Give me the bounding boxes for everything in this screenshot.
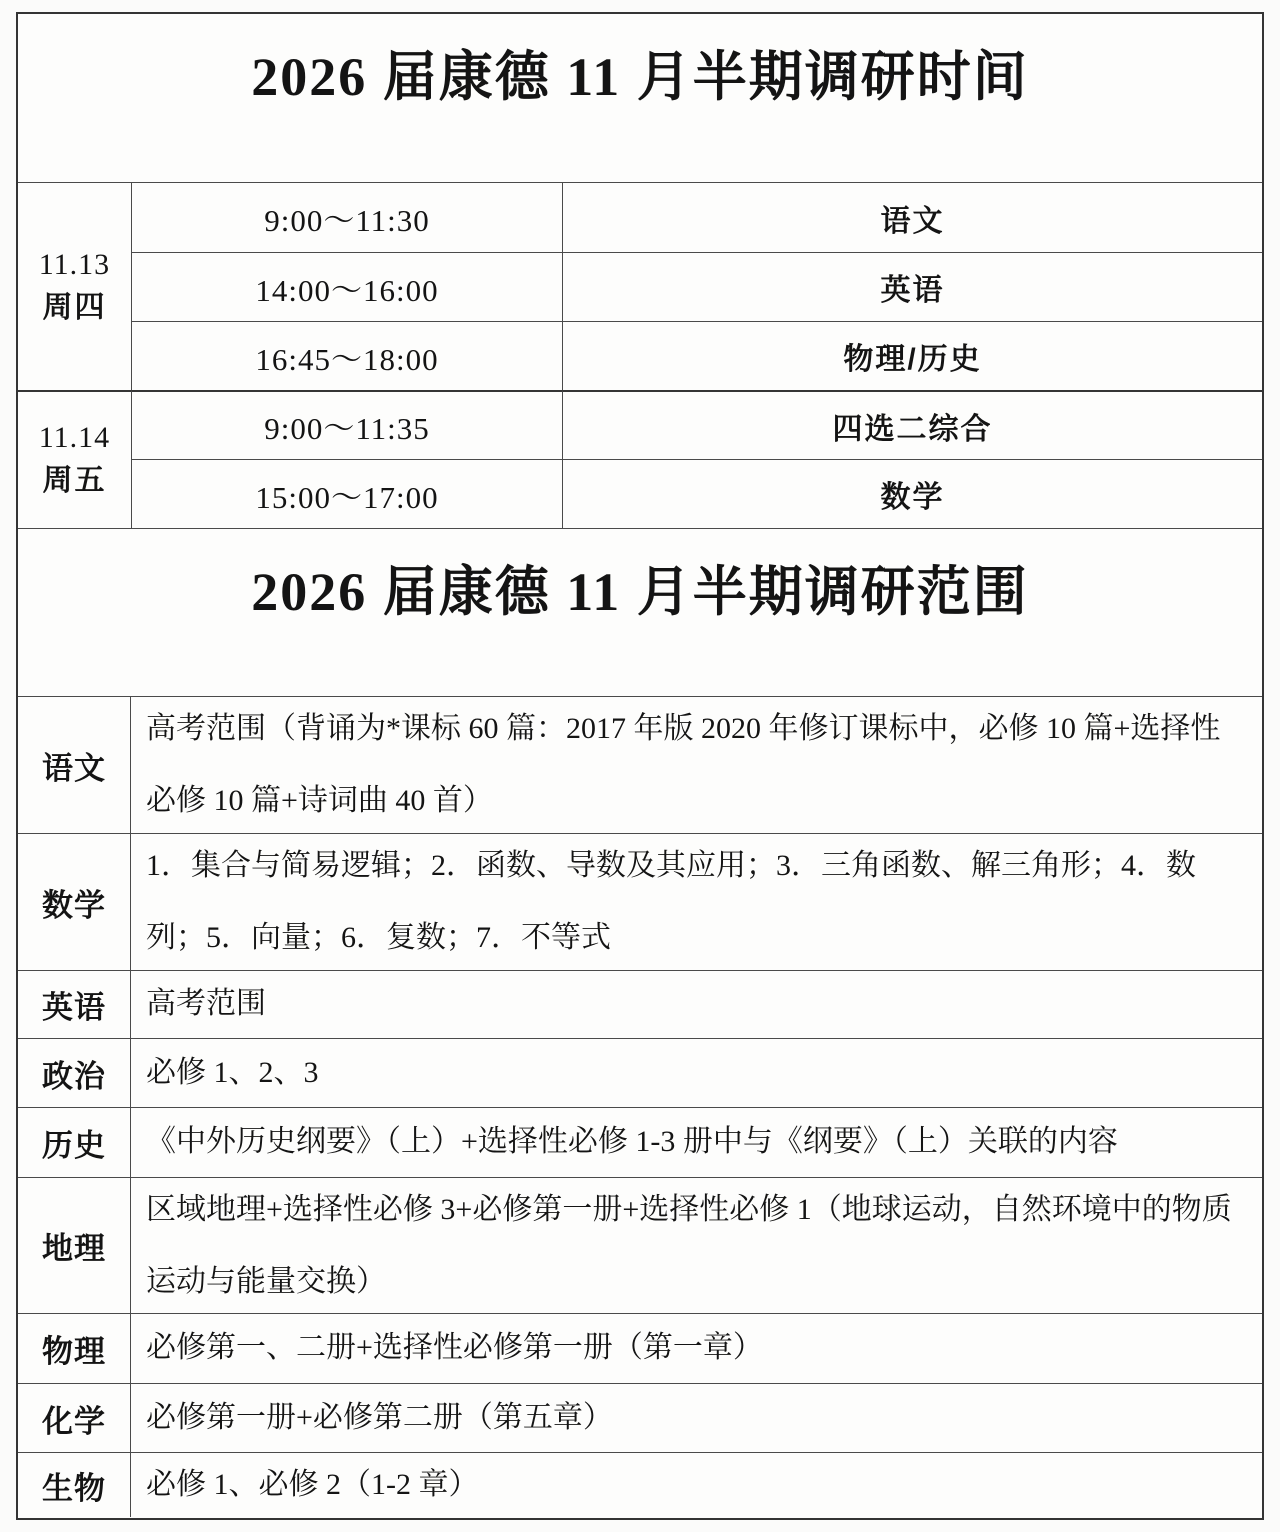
scope-subject-english: 英语 <box>18 970 130 1038</box>
schedule-title-block <box>18 14 1262 182</box>
scope-content-biology: 必修 1、必修 2（1-2 章） <box>130 1452 1262 1517</box>
time-cell: 15:00～17:00 <box>131 459 562 528</box>
scope-subject-physics: 物理 <box>18 1313 130 1383</box>
scope-subject-chemistry: 化学 <box>18 1383 130 1452</box>
subject-cell: 物理/历史 <box>562 321 1262 390</box>
scope-content-math: 1．集合与简易逻辑；2．函数、导数及其应用；3．三角函数、解三角形；4．数列；5．向量；6．复数；7．不等式 <box>130 833 1262 970</box>
subject-cell: 语文 <box>562 183 1262 252</box>
scope-content-geography: 区域地理+选择性必修 3+必修第一册+选择性必修 1（地球运动，自然环境中的物质运动与能量交换） <box>130 1177 1262 1313</box>
time-cell: 9:00～11:35 <box>131 390 562 459</box>
scope-title-block <box>18 528 1262 696</box>
scope-subject-history: 历史 <box>18 1107 130 1177</box>
date-label: 11.13 <box>38 247 111 281</box>
scope-content-physics: 必修第一、二册+选择性必修第一册（第一章） <box>130 1313 1262 1383</box>
scope-subject-biology: 生物 <box>18 1452 130 1517</box>
time-cell: 9:00～11:30 <box>131 183 562 252</box>
scope-subject-politics: 政治 <box>18 1038 130 1107</box>
subject-cell: 数学 <box>562 459 1262 528</box>
time-cell: 16:45～18:00 <box>131 321 562 390</box>
scope-subject-geography: 地理 <box>18 1177 130 1313</box>
schedule-title: 2026 届康德 11 月半期调研时间 <box>251 47 1029 107</box>
scope-subject-chinese: 语文 <box>42 750 106 786</box>
scope-content-chinese: 高考范围（背诵为*课标 60 篇：2017 年版 2020 年修订课标中，必修 10 篇+选择性必修 10 篇+诗词曲 40 首） <box>130 697 1262 833</box>
subject-cell: 英语 <box>562 252 1262 321</box>
weekday-label: 周四 <box>42 290 107 324</box>
document-sheet <box>16 12 1264 1520</box>
weekday-label: 周五 <box>42 464 107 497</box>
subject-cell: 四选二综合 <box>562 390 1262 459</box>
date-cell-1114 <box>18 390 131 528</box>
scope-content-chemistry: 必修第一册+必修第二册（第五章） <box>130 1383 1262 1452</box>
scope-subject-math: 数学 <box>18 833 130 970</box>
scope-title: 2026 届康德 11 月半期调研范围 <box>251 562 1029 622</box>
schedule-table <box>18 182 1262 528</box>
scope-table <box>18 696 1262 1517</box>
time-cell: 14:00～16:00 <box>131 252 562 321</box>
scope-content-english: 高考范围 <box>130 970 1262 1038</box>
scope-content-history: 《中外历史纲要》（上）+选择性必修 1-3 册中与《纲要》（上）关联的内容 <box>130 1107 1262 1177</box>
date-label: 11.14 <box>38 421 111 454</box>
date-cell-1113 <box>18 183 131 390</box>
scope-content-politics: 必修 1、2、3 <box>130 1038 1262 1107</box>
